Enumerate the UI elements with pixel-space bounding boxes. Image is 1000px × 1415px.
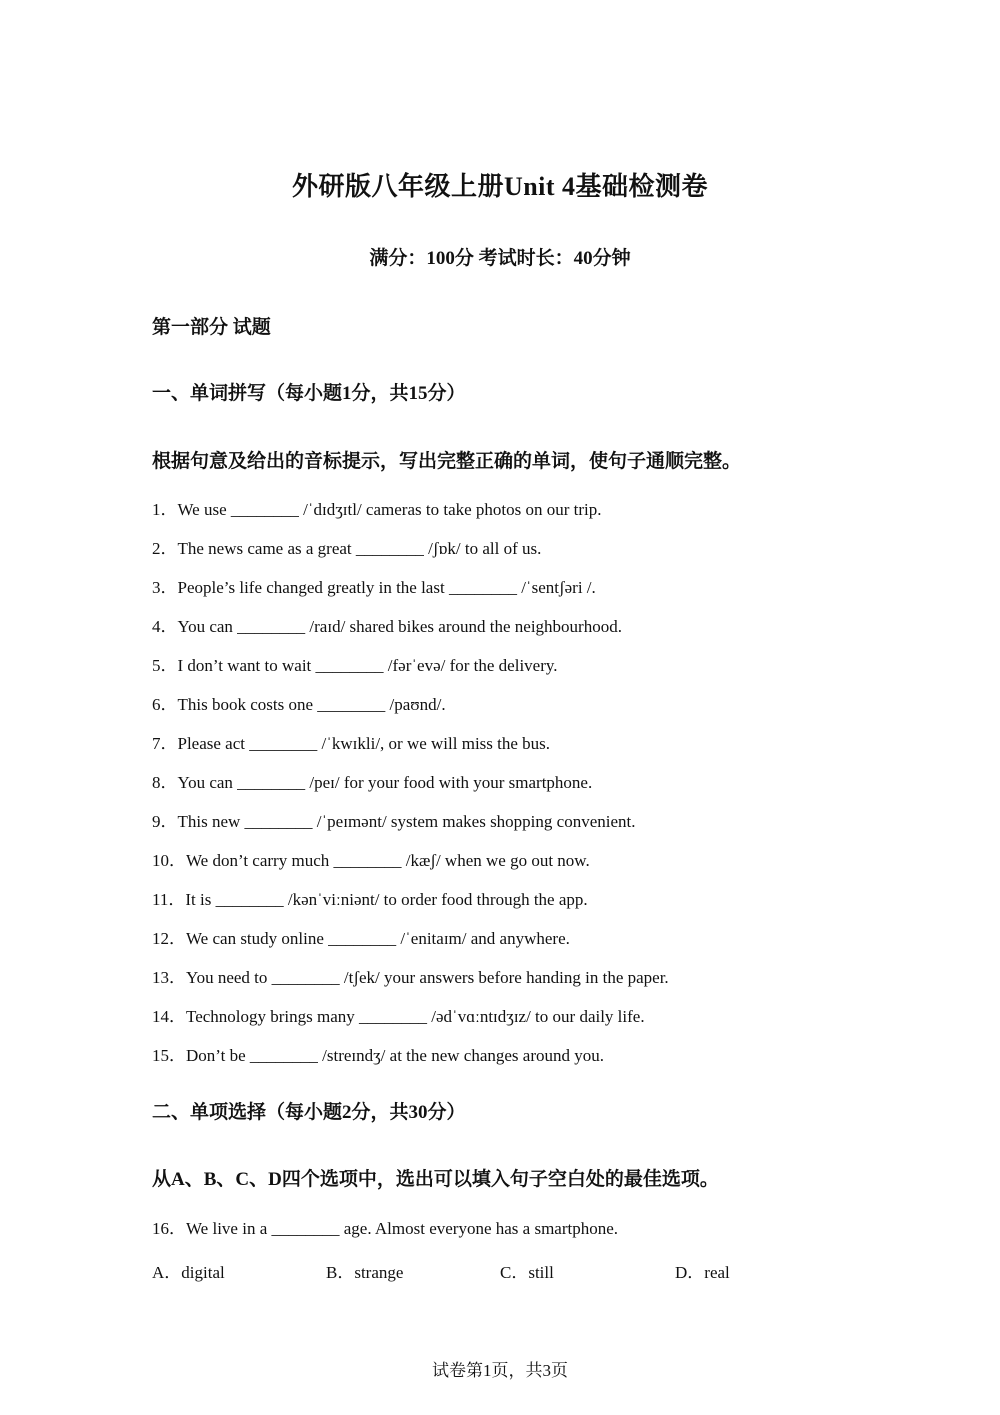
section2-heading: 二、单项选择（每小题2分，共30分） <box>152 1102 466 1123</box>
question-11: 11．It is ________ /kənˈviːniənt/ to order food through the app. <box>152 890 588 909</box>
question-8: 8．You can ________ /peɪ/ for your food with your smartphone. <box>152 773 593 792</box>
part-heading: 第一部分 试题 <box>152 317 271 338</box>
question-3: 3．People’s life changed greatly in the last ________ /ˈsentʃəri /. <box>152 578 596 597</box>
exam-info: 满分：100分 考试时长：40分钟 <box>369 248 631 269</box>
option-a: A．digital <box>152 1263 225 1282</box>
option-c: C．still <box>500 1263 554 1282</box>
page-title: 外研版八年级上册Unit 4基础检测卷 <box>291 172 709 201</box>
question-10: 10．We don’t carry much ________ /kæʃ/ when we go out now. <box>152 851 590 870</box>
option-d: D．real <box>675 1263 730 1282</box>
question-7: 7．Please act ________ /ˈkwɪkli/, or we will miss the bus. <box>152 734 551 753</box>
page-footer: 试卷第1页，共3页 <box>432 1361 568 1380</box>
question-9: 9．This new ________ /ˈpeɪmənt/ system makes shopping convenient. <box>152 812 636 831</box>
section1-instruction: 根据句意及给出的音标提示，写出完整正确的单词，使句子通顺完整。 <box>152 451 742 472</box>
question-2: 2．The news came as a great ________ /ʃɒk/ to all of us. <box>152 539 542 558</box>
question-12: 12．We can study online ________ /ˈenitaɪm/ and anywhere. <box>152 929 570 948</box>
section1-heading: 一、单词拼写（每小题1分，共15分） <box>152 383 466 404</box>
question-5: 5．I don’t want to wait ________ /fərˈevə/ for the delivery. <box>152 656 558 675</box>
section2-instruction: 从A、B、C、D四个选项中，选出可以填入句子空白处的最佳选项。 <box>152 1169 719 1190</box>
option-b: B．strange <box>326 1263 404 1282</box>
question-14: 14．Technology brings many ________ /ədˈvɑːntɪdʒɪz/ to our daily life. <box>152 1007 645 1026</box>
question-13: 13．You need to ________ /tʃek/ your answers before handing in the paper. <box>152 968 669 987</box>
question-6: 6．This book costs one ________ /paʊnd/. <box>152 695 446 714</box>
question-1: 1．We use ________ /ˈdɪdʒɪtl/ cameras to take photos on our trip. <box>152 500 602 519</box>
question-16: 16．We live in a ________ age. Almost everyone has a smartphone. <box>152 1219 619 1238</box>
question-4: 4．You can ________ /raɪd/ shared bikes around the neighbourhood. <box>152 617 622 636</box>
question-15: 15．Don’t be ________ /streɪndʒ/ at the new changes around you. <box>152 1046 604 1065</box>
